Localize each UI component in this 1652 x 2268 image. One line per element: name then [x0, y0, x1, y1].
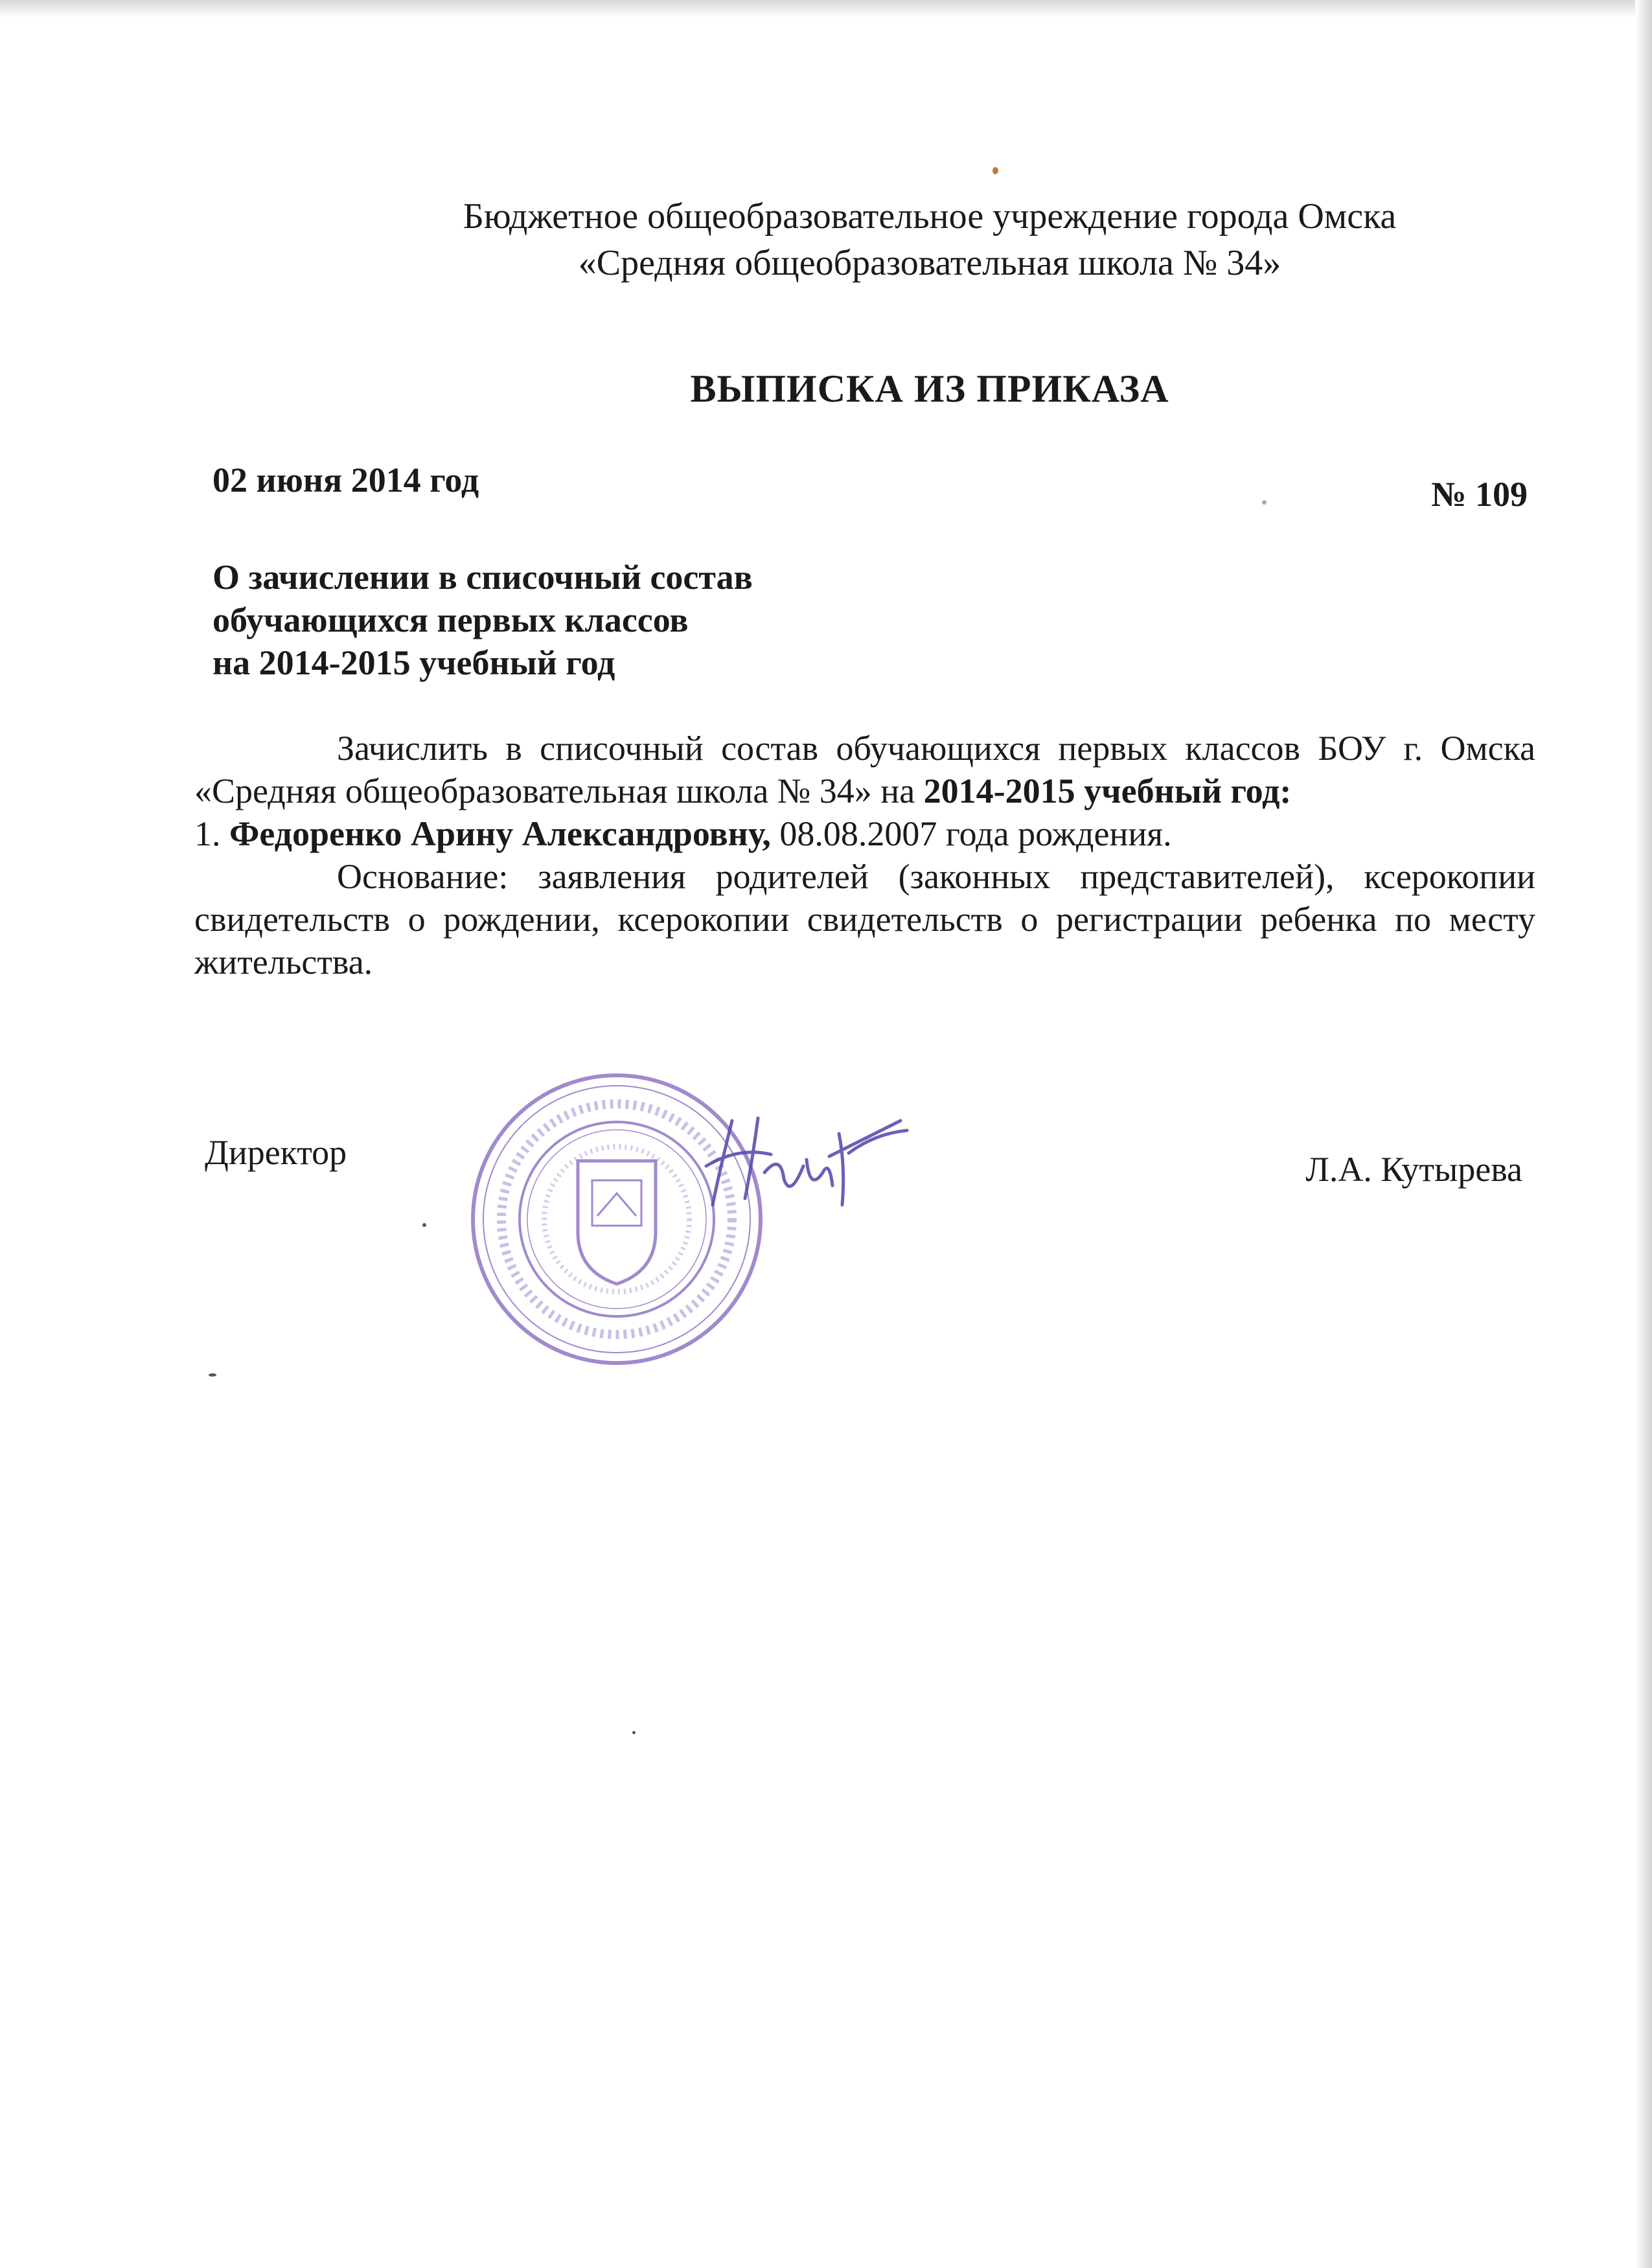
subject-line: обучающихся первых классов [212, 601, 689, 639]
basis-paragraph: Основание: заявления родителей (законных представителей), ксерокопии свидетельств о рождении, ксерокопии свидетельств о регистрации ребенка по месту жительства. [194, 857, 1535, 981]
enrollment-text: Зачислить в списочный состав обучающихся первых классов БОУ г. Омска «Средняя общеобразовательная школа № 34» на [194, 729, 1535, 810]
order-date: 02 июня 2014 год [212, 461, 479, 499]
scan-speck [209, 1373, 216, 1377]
scan-speck [1262, 500, 1267, 505]
subject-line: на 2014-2015 учебный год [212, 643, 615, 682]
academic-year: 2014-2015 учебный год: [923, 772, 1292, 810]
director-signature [693, 1095, 913, 1224]
student-name: Федоренко Арину Александровну, [229, 814, 771, 853]
enrollment-paragraph [194, 727, 1535, 812]
signer-name: Л.А. Кутырева [1305, 1150, 1522, 1189]
scan-edge-top [0, 0, 1652, 18]
document-title: ВЫПИСКА ИЗ ПРИКАЗА [690, 367, 1169, 410]
subject-line: О зачислении в списочный состав [212, 558, 753, 597]
organization-name: Бюджетное общеобразовательное учреждение города Омска [463, 196, 1397, 236]
item-number: 1. [194, 814, 229, 853]
scan-speck [992, 167, 998, 174]
scan-speck [632, 1731, 636, 1734]
signer-role: Директор [205, 1133, 347, 1172]
order-number: № 109 [1431, 475, 1528, 514]
school-name: «Средняя общеобразовательная школа № 34» [578, 243, 1281, 283]
student-birth: 08.08.2007 года рождения. [770, 814, 1172, 853]
order-body [194, 727, 1535, 983]
order-subject [212, 556, 753, 684]
scan-edge-right [1635, 0, 1652, 2268]
enrollment-item [194, 812, 1535, 855]
scan-speck [422, 1223, 426, 1227]
